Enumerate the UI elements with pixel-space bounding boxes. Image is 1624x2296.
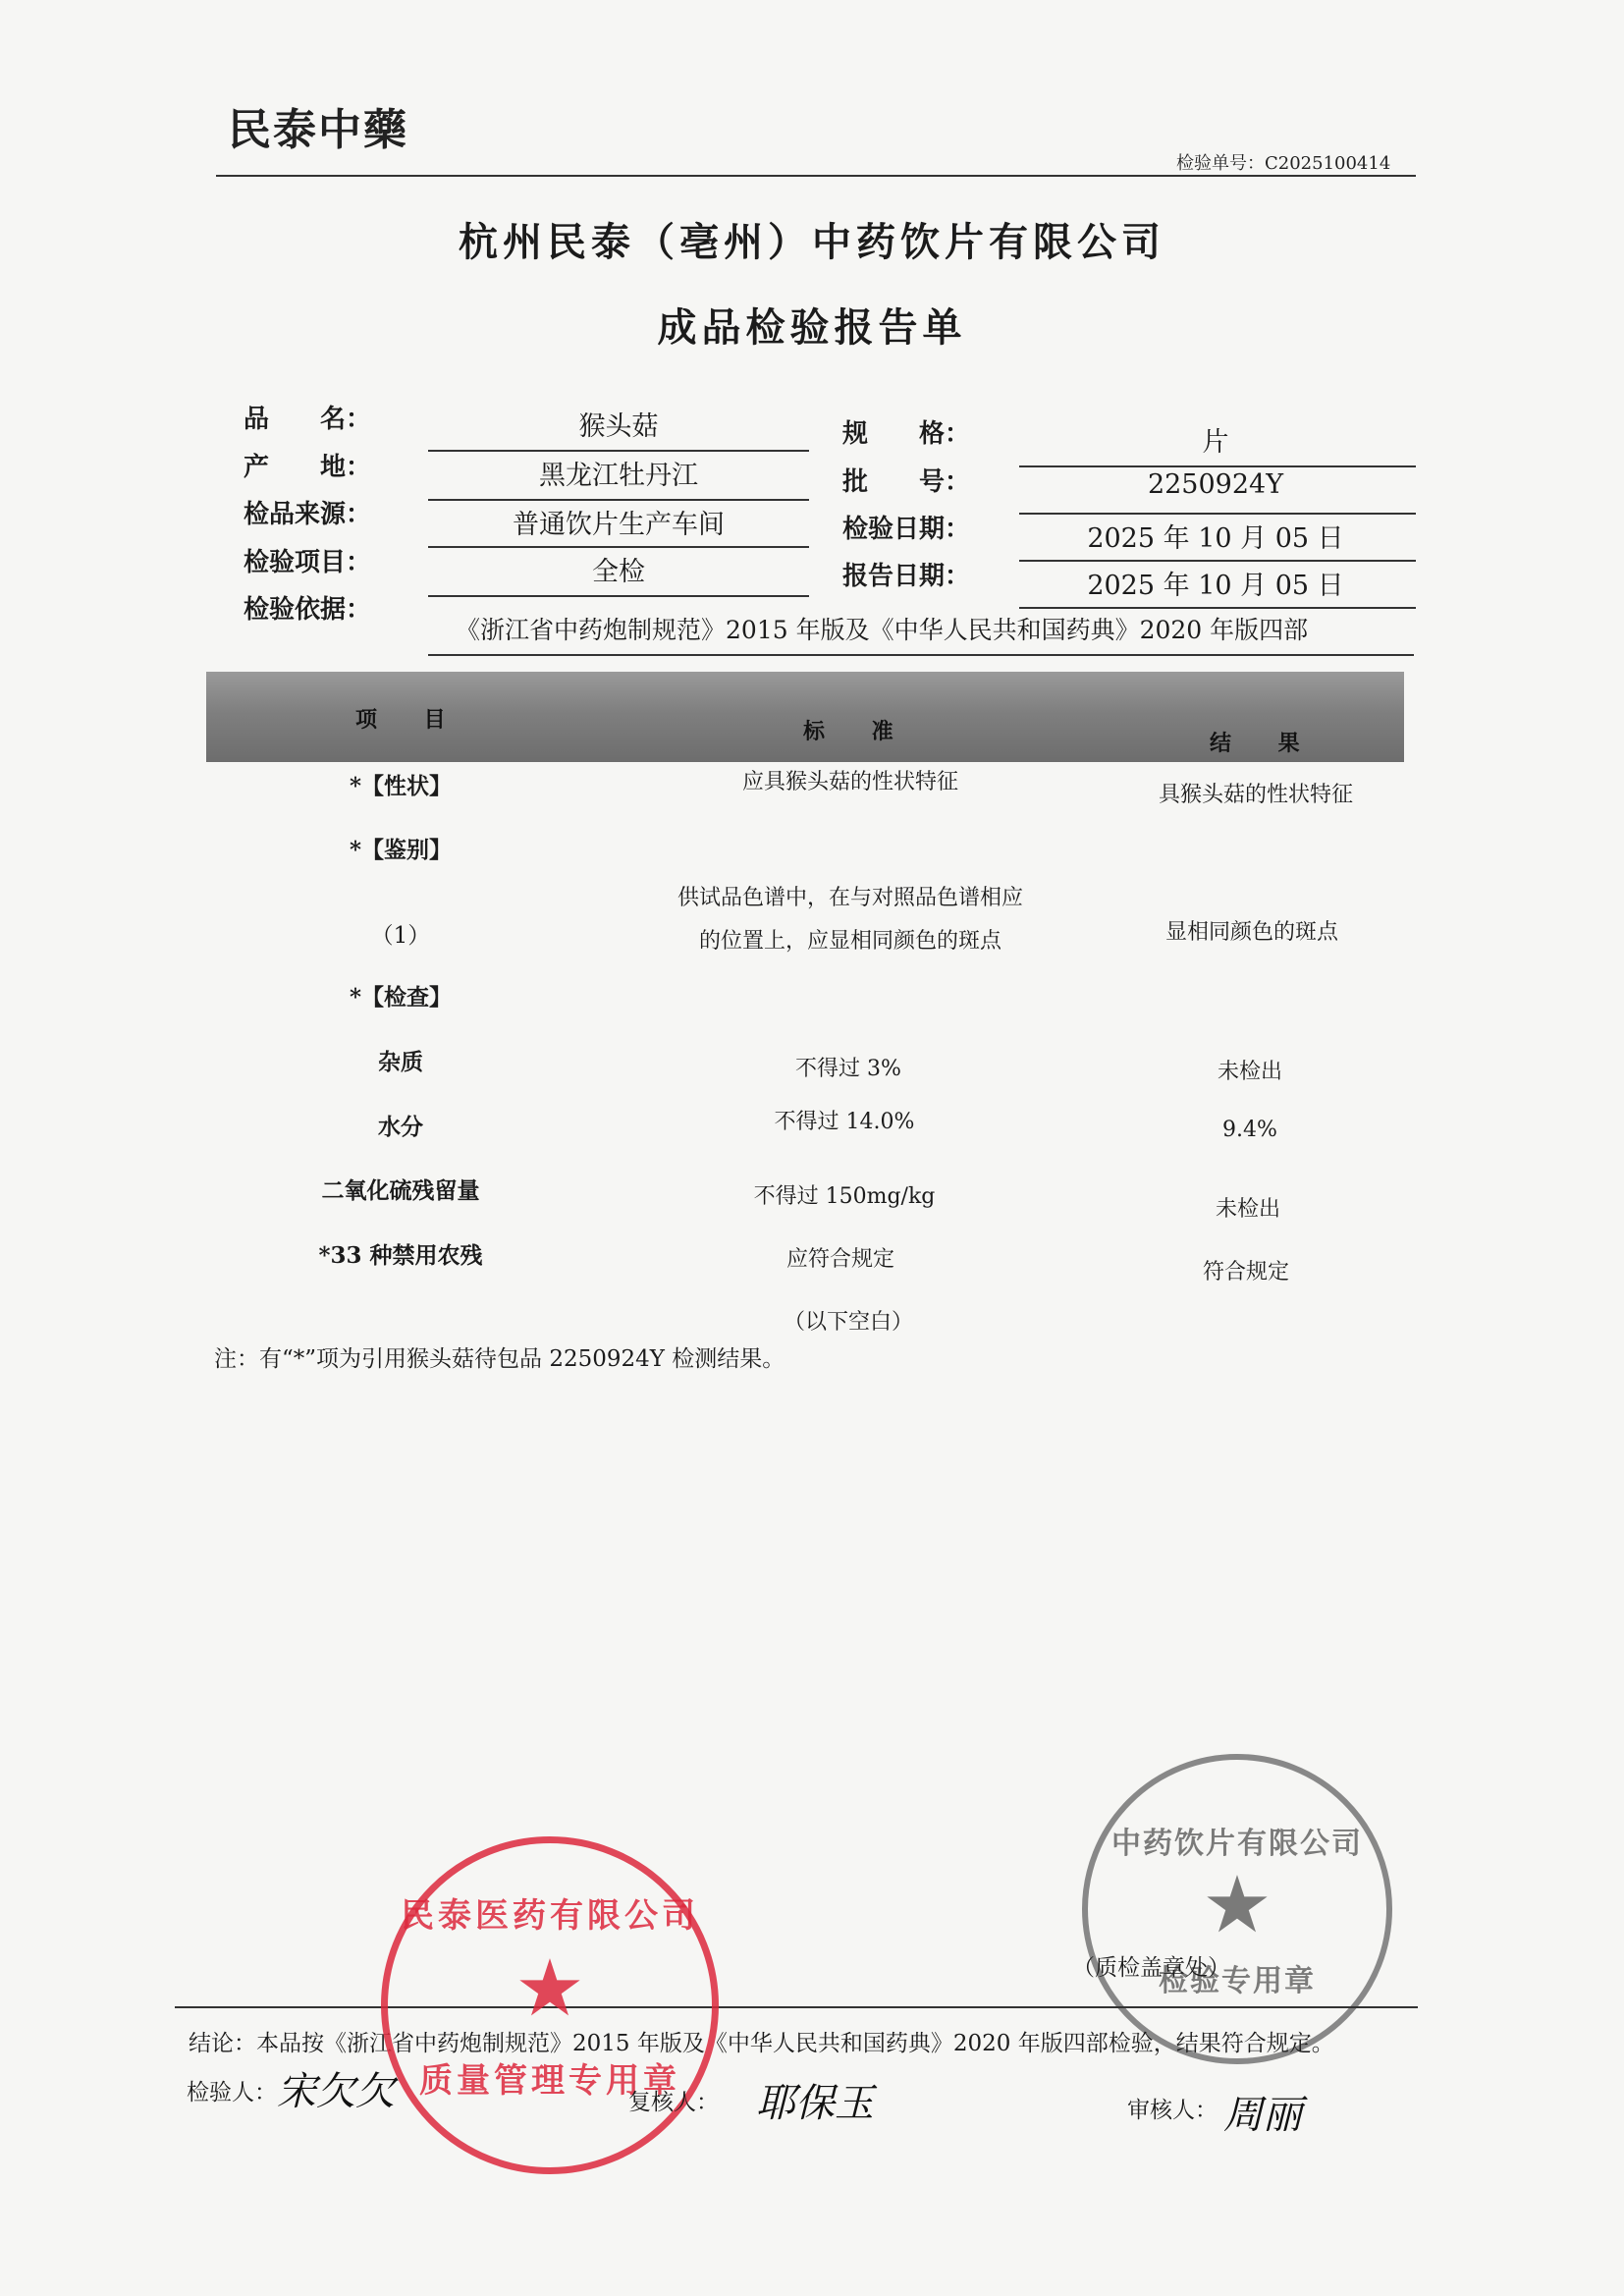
spec-underline bbox=[1019, 465, 1416, 467]
row-standard-line1: 供试品色谱中，在与对照品色谱相应 bbox=[677, 886, 1023, 910]
origin-label: 产 地： bbox=[244, 453, 372, 482]
conclusion: 结论：本品按《浙江省中药炮制规范》2015 年版及《中华人民共和国药典》2020 年版四部检验，结果符合规定。 bbox=[189, 2031, 1334, 2056]
row-standard: 不得过 14.0% bbox=[774, 1110, 915, 1134]
row-item: *【性状】 bbox=[349, 773, 453, 799]
row-standard: 应符合规定 bbox=[785, 1247, 894, 1272]
red-stamp-text-bottom: 质量管理专用章 bbox=[419, 2061, 680, 2101]
report-date-underline bbox=[1019, 607, 1416, 609]
footer-divider bbox=[175, 2006, 1418, 2008]
source-label: 检品来源： bbox=[244, 500, 372, 529]
approver-label: 审核人： bbox=[1127, 2098, 1218, 2123]
document-title: 成品检验报告单 bbox=[657, 304, 967, 351]
spec: 片 bbox=[1202, 427, 1229, 458]
batch-label: 批 号： bbox=[842, 467, 971, 497]
product-name-underline bbox=[428, 450, 809, 452]
test-item-label: 检验项目： bbox=[244, 548, 372, 577]
basis-underline bbox=[428, 654, 1414, 656]
product-name-label: 品 名： bbox=[244, 405, 372, 434]
row-item: 水分 bbox=[378, 1114, 423, 1140]
row-result: 未检出 bbox=[1217, 1060, 1282, 1084]
company-name: 杭州民泰（亳州）中药饮片有限公司 bbox=[459, 219, 1165, 265]
star-icon: ★ bbox=[1202, 1859, 1272, 1950]
inspector-signature: 宋欠欠 bbox=[277, 2069, 395, 2114]
row-standard: 应具猴头菇的性状特征 bbox=[741, 770, 958, 794]
origin: 黑龙江牡丹江 bbox=[539, 461, 698, 491]
basis: 《浙江省中药炮制规范》2015 年版及《中华人民共和国药典》2020 年版四部 bbox=[456, 616, 1309, 644]
row-result: 具猴头菇的性状特征 bbox=[1158, 783, 1353, 807]
row-standard: 不得过 3% bbox=[795, 1057, 901, 1081]
row-item: *【检查】 bbox=[349, 984, 453, 1011]
report-date: 2025 年 10 月 05 日 bbox=[1087, 571, 1344, 601]
header-standard: 标 准 bbox=[803, 719, 913, 744]
batch-underline bbox=[1019, 513, 1416, 515]
inspection-stamp bbox=[1082, 1754, 1392, 2064]
report-number: 检验单号：C2025100414 bbox=[1176, 153, 1391, 174]
stamp-placeholder: （质检盖章处） bbox=[1072, 1955, 1230, 1981]
test-date-label: 检验日期： bbox=[842, 515, 971, 544]
header-result: 结 果 bbox=[1210, 731, 1320, 756]
inspector-label: 检验人： bbox=[187, 2080, 277, 2105]
test-date: 2025 年 10 月 05 日 bbox=[1087, 523, 1344, 554]
report-date-label: 报告日期： bbox=[842, 562, 971, 591]
header-divider bbox=[216, 175, 1416, 177]
header-item: 项 目 bbox=[355, 707, 465, 733]
row-item: 二氧化硫残留量 bbox=[321, 1177, 480, 1204]
quality-stamp bbox=[381, 1836, 719, 2174]
company-logo: 民泰中藥 bbox=[228, 105, 408, 155]
row-item: （1） bbox=[370, 923, 431, 949]
test-date-underline bbox=[1019, 560, 1416, 562]
source: 普通饮片生产车间 bbox=[513, 510, 725, 540]
table-header bbox=[206, 672, 1404, 762]
approver-signature: 周丽 bbox=[1223, 2093, 1302, 2138]
row-result: 未检出 bbox=[1215, 1197, 1280, 1222]
row-standard-line2: 的位置上，应显相同颜色的斑点 bbox=[698, 929, 1001, 954]
row-item: 杂质 bbox=[378, 1049, 423, 1075]
row-item: *【鉴别】 bbox=[349, 837, 453, 863]
batch-number: 2250924Y bbox=[1147, 469, 1284, 500]
test-item: 全检 bbox=[592, 557, 645, 587]
source-underline bbox=[428, 546, 809, 548]
red-stamp-text-top: 民泰医药有限公司 bbox=[401, 1896, 699, 1936]
row-standard: 不得过 150mg/kg bbox=[753, 1184, 936, 1209]
origin-underline bbox=[428, 499, 809, 501]
test-item-underline bbox=[428, 595, 809, 597]
row-result: 显相同颜色的斑点 bbox=[1164, 920, 1338, 945]
footnote: 注：有“*”项为引用猴头菇待包品 2250924Y 检测结果。 bbox=[214, 1346, 785, 1372]
grey-stamp-text-bottom: 检验专用章 bbox=[1159, 1964, 1316, 1998]
grey-stamp-text-top: 中药饮片有限公司 bbox=[1111, 1827, 1363, 1861]
blank-note: （以下空白） bbox=[783, 1310, 913, 1335]
star-icon: ★ bbox=[514, 1942, 585, 2034]
row-item: *33 种禁用农残 bbox=[318, 1242, 483, 1269]
product-name: 猴头菇 bbox=[578, 411, 659, 442]
reviewer-signature: 耶保玉 bbox=[756, 2081, 874, 2126]
spec-label: 规 格： bbox=[842, 419, 971, 449]
row-result: 9.4% bbox=[1222, 1118, 1277, 1142]
row-result: 符合规定 bbox=[1202, 1260, 1289, 1285]
reviewer-label: 复核人： bbox=[628, 2090, 719, 2115]
basis-label: 检验依据： bbox=[244, 595, 372, 625]
